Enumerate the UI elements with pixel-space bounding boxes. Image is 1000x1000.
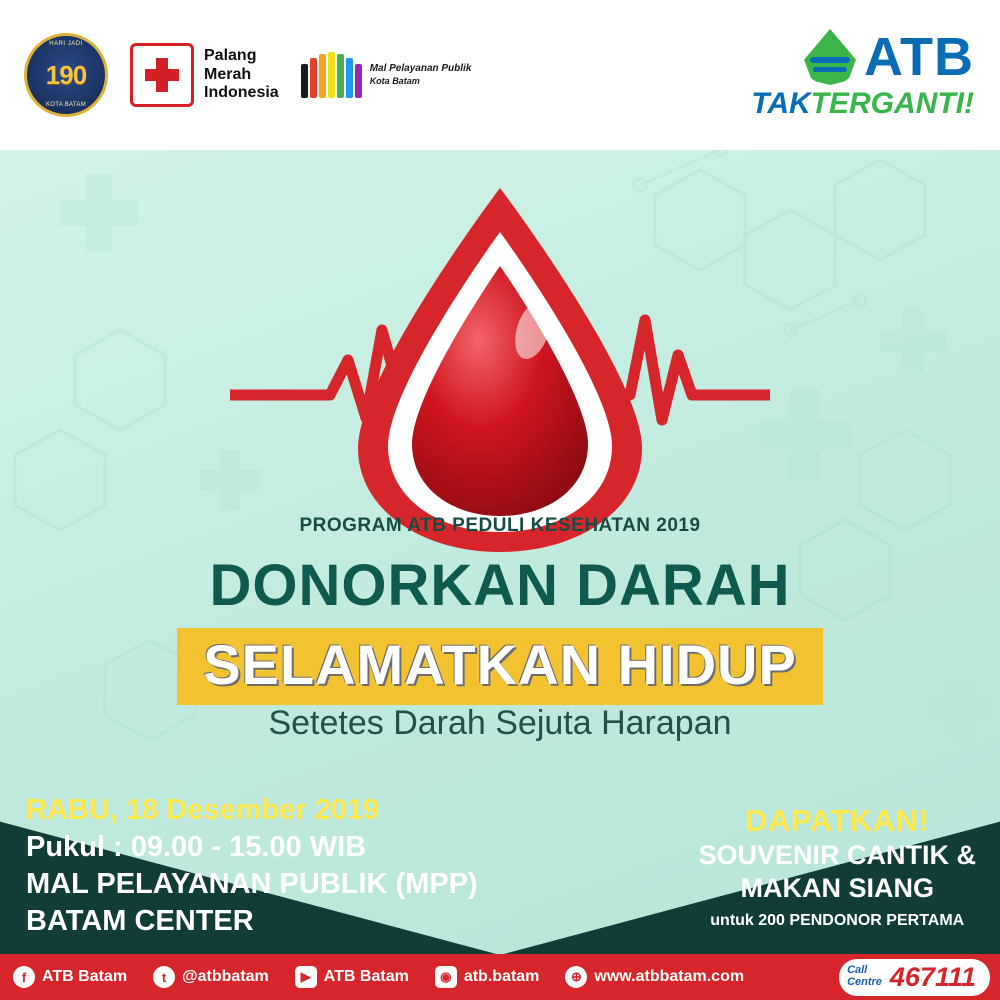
headline-text: DONORKAN DARAH	[209, 553, 791, 618]
call-centre-badge[interactable]	[839, 959, 990, 996]
promo-note: untuk 200 PENDONOR PERTAMA	[710, 912, 965, 929]
call-centre-number: 467111	[889, 961, 976, 992]
footer-bar	[0, 954, 1000, 1000]
promo-line2: MAKAN SIANG	[740, 873, 934, 904]
footer-label-facebook: ATB Batam	[42, 968, 128, 985]
footer-item-twitter[interactable]	[140, 966, 282, 988]
header-bar	[0, 0, 1000, 150]
anniversary-number: 190	[45, 59, 87, 90]
instagram-icon: ◉	[435, 966, 457, 988]
event-location: BATAM CENTER	[26, 904, 254, 937]
promo-title: DAPATKAN!	[745, 802, 930, 838]
pmi-line1: Palang	[204, 47, 257, 65]
footer-item-website[interactable]	[552, 966, 757, 988]
anniversary-logo-icon	[24, 33, 108, 117]
footer-label-website: www.atbbatam.com	[594, 968, 745, 985]
anniversary-top-text: HARI JADI	[49, 41, 83, 47]
footer-item-instagram[interactable]	[422, 966, 553, 988]
footer-item-facebook[interactable]	[0, 966, 140, 988]
pmi-label	[204, 47, 279, 102]
footer-label-twitter: @atbbatam	[182, 968, 269, 985]
globe-icon: ⊕	[565, 966, 587, 988]
highlight-text: SELAMATKAN HIDUP	[177, 628, 823, 705]
call-centre-label-line1: Call	[847, 964, 868, 977]
mpp-logo	[301, 52, 472, 98]
youtube-icon: ▶	[295, 966, 317, 988]
atb-brand-name: ATB	[864, 26, 974, 87]
atb-tagline	[751, 87, 974, 121]
mpp-label	[370, 63, 472, 87]
event-time: Pukul : 09.00 - 15.00 WIB	[26, 830, 367, 863]
twitter-icon: t	[153, 966, 175, 988]
atb-tagline-part1: TAK	[751, 87, 811, 120]
event-details	[26, 792, 478, 940]
footer-item-youtube[interactable]	[282, 966, 422, 988]
mpp-line1: Mal Pelayanan Publik	[369, 63, 472, 75]
highlight-wrap	[0, 628, 1000, 705]
promo-line1: SOUVENIR CANTIK &	[698, 839, 976, 870]
tagline-text: Setetes Darah Sejuta Harapan	[268, 704, 732, 742]
footer-label-youtube: ATB Batam	[323, 968, 409, 985]
partner-logos	[0, 33, 471, 117]
facebook-icon: f	[13, 966, 35, 988]
event-venue: MAL PELAYANAN PUBLIK (MPP)	[26, 867, 478, 900]
pmi-logo	[130, 43, 279, 107]
water-drop-icon	[804, 29, 856, 85]
atb-logo	[751, 26, 1000, 121]
program-label: PROGRAM ATB PEDULI KESEHATAN 2019	[299, 515, 701, 536]
pmi-line3: Indonesia	[204, 84, 279, 102]
anniversary-bottom-text: KOTA BATAM	[45, 102, 86, 108]
atb-tagline-part2: TERGANTI!	[810, 87, 974, 120]
blood-drop-graphic	[350, 180, 650, 560]
footer-label-instagram: atb.batam	[463, 968, 540, 985]
mpp-fan-icon	[301, 52, 362, 98]
mpp-line2: Kota Batam	[369, 75, 420, 86]
call-centre-label	[847, 965, 882, 988]
pmi-line2: Merah	[204, 65, 252, 83]
call-centre-label-line2: Centre	[847, 976, 882, 988]
red-cross-icon	[130, 43, 194, 107]
artwork	[0, 150, 1000, 570]
promo-block	[698, 803, 976, 931]
event-date: RABU, 18 Desember 2019	[26, 793, 380, 826]
